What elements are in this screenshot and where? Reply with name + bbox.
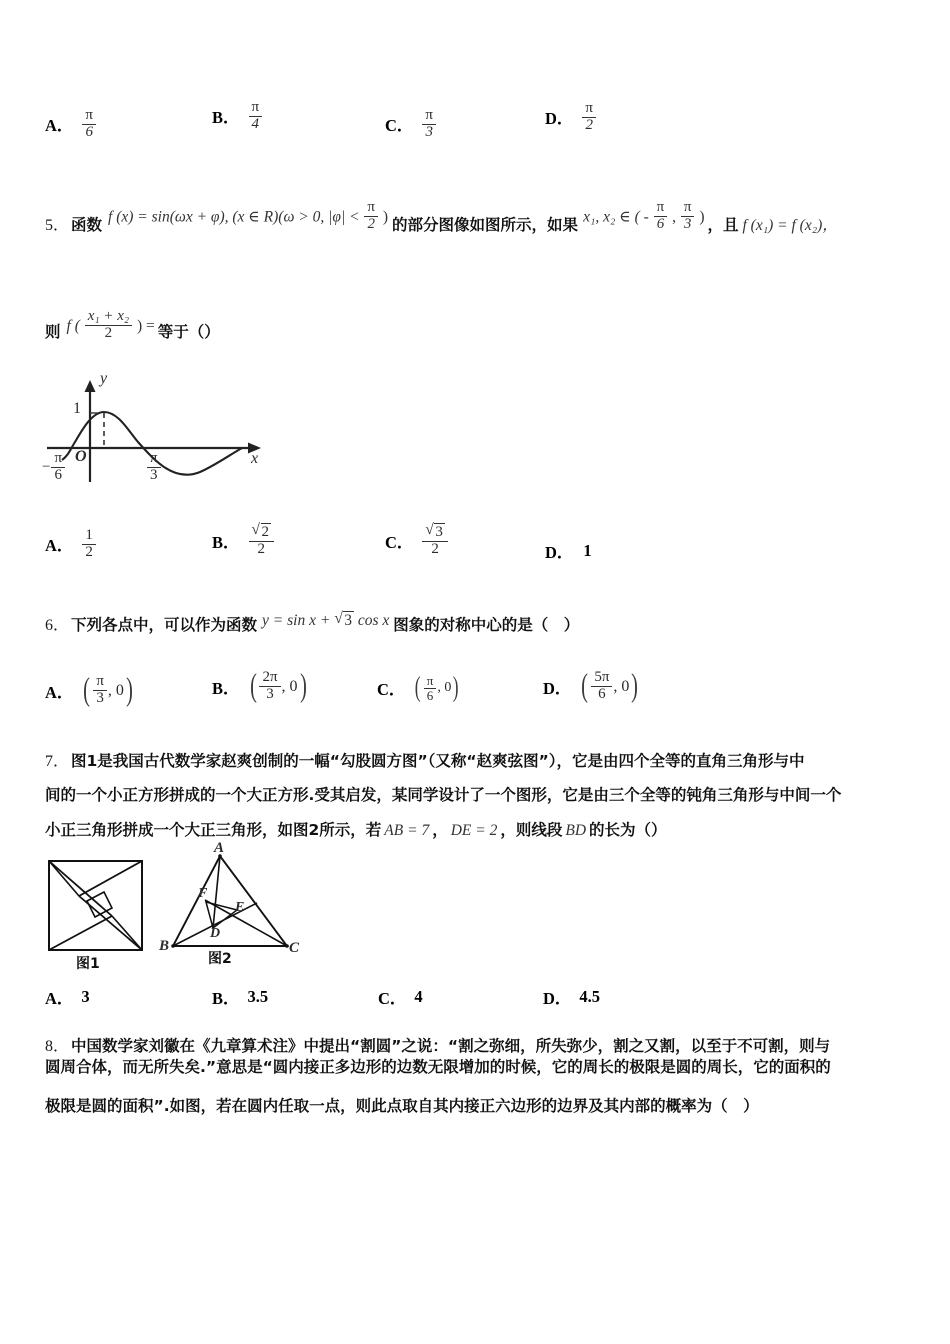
q6-option-c-value: ( $\frac{\pi}{6}$ , 0 ): [415, 672, 459, 703]
q7-line3-tail: 的长为（）: [589, 821, 667, 839]
q8-stem-line2: [45, 1055, 831, 1077]
q7-line3-sep1: ，: [432, 821, 448, 839]
q7-option-b-value: 3.5: [247, 987, 269, 1006]
q5-figure-left-zero-label: − $\frac{\pi}{6}$: [42, 451, 66, 484]
q4-option-a[interactable]: [45, 108, 97, 141]
q6-function-formula: y = sin x + √ 3 cos x: [262, 611, 389, 630]
q7-bd-label: BD: [565, 822, 587, 839]
q4-option-d-value: $\frac{\pi}{2}$: [582, 101, 596, 134]
q7-option-a-letter: A．: [45, 989, 74, 1008]
q5-condition: f (x₁) = f (x₂)，: [742, 216, 838, 234]
q7-option-a[interactable]: [45, 985, 90, 1009]
q5-and-text: ，且: [707, 215, 739, 234]
q7-ab-value: AB = 7: [384, 822, 430, 839]
q4-option-b-letter: B．: [212, 108, 240, 128]
q7-option-d[interactable]: [543, 985, 600, 1009]
q5-function-formula: f (x) = sin(ωx + φ), (x ∈ R)(ω > 0, |φ| < $\frac{\pi}{2}$ ): [108, 199, 389, 232]
q4-option-a-value: $\frac{\pi}{6}$: [82, 108, 96, 141]
q5-figure-origin-label: O: [75, 448, 87, 465]
q5-option-c-letter: C．: [385, 532, 414, 552]
q7-stem-line2: [45, 783, 841, 805]
q5-stem-line1: [45, 199, 838, 241]
q7-line2-text: 间的一个小正方形拼成的一个大正方形.受其启发，某同学设计了一个图形，它是由三个全等的钝角三角形与中间一个: [45, 786, 842, 804]
q7-figure2-vertex-a: A: [214, 840, 225, 856]
q7-figure2-vertex-f: F: [198, 886, 208, 901]
q7-option-d-letter: D．: [543, 989, 572, 1008]
q7-figure2-caption: 图2: [208, 951, 232, 967]
q5-mid-text: 的部分图像如图所示，如果: [392, 215, 579, 234]
q5-option-c-value: √ $\frac{3}{2}$: [422, 523, 448, 558]
q7-option-c-letter: C．: [378, 989, 407, 1008]
q7-figure1-zhao-shuang: [46, 858, 164, 972]
q7-stem-line3: [45, 818, 667, 840]
q5-equals-text: 等于（）: [157, 322, 220, 341]
q6-option-c[interactable]: [377, 672, 461, 704]
q7-option-d-value: 4.5: [579, 987, 601, 1006]
q5-option-d-value: 1: [583, 541, 592, 560]
q6-option-a[interactable]: [45, 672, 135, 709]
q5-option-b[interactable]: [212, 523, 275, 558]
q8-line2-text: 圆周合体，而无所失矣.”意思是“圆内接正多边形的边数无限增加的时候，它的周长的极限是圆的周长，它的面积的: [45, 1058, 831, 1076]
q6-option-a-value: ( $\frac{\pi}{3}$ , 0 ): [83, 672, 133, 708]
q7-option-b-letter: B．: [212, 989, 240, 1008]
q6-option-c-letter: C．: [377, 680, 406, 699]
q7-option-c[interactable]: [378, 985, 423, 1009]
q6-text-before: 下列各点中，可以作为函数: [71, 616, 258, 634]
q4-option-d-letter: D．: [545, 109, 574, 129]
q7-figure2-vertex-e: E: [235, 900, 245, 915]
q5-number: 5．: [45, 216, 70, 234]
q7-figure2-vertex-d: D: [210, 926, 221, 941]
q6-option-b-value: ( $\frac{2\pi}{3}$ , 0 ): [249, 668, 307, 704]
q5-option-c[interactable]: [385, 523, 449, 558]
q7-option-a-value: 3: [81, 987, 90, 1006]
q4-option-c[interactable]: [385, 108, 437, 141]
q5-figure-right-zero-label: $\frac{\pi}{3}$: [146, 451, 162, 484]
q4-option-a-letter: A．: [45, 116, 74, 136]
q8-line3-text: 极限是圆的面积”.如图，若在圆内任取一点，则此点取自其内接正六边形的边界及其内部的概率为（ ）: [45, 1097, 759, 1115]
q7-number: 7．: [45, 753, 70, 770]
q6-option-a-letter: A．: [45, 682, 74, 702]
q4-option-c-letter: C．: [385, 116, 414, 136]
q5-option-b-value: √ $\frac{2}{2}$: [249, 523, 275, 558]
q6-option-b-letter: B．: [212, 678, 240, 698]
q8-number: 8．: [45, 1038, 70, 1055]
q7-option-c-value: 4: [414, 987, 423, 1006]
q5-option-d-letter: D．: [545, 543, 574, 562]
q6-option-d-letter: D．: [543, 678, 572, 698]
q5-midpoint-expression: f ( $\frac{\text{x₁ + x₂}}{2}$ ) =: [66, 308, 155, 341]
q5-then-text: 则: [45, 322, 61, 341]
q5-figure-y-label: y: [100, 370, 108, 387]
q5-option-d[interactable]: [545, 539, 592, 563]
q7-figure1-caption: 图1: [76, 956, 100, 972]
q4-option-b-value: $\frac{\pi}{4}$: [249, 100, 263, 133]
q7-stem-line1: [45, 748, 805, 771]
q5-lead-text: 函数: [71, 215, 103, 234]
q8-stem-line1: [45, 1033, 830, 1056]
q8-stem-line3: [45, 1094, 759, 1116]
q5-option-a-letter: A．: [45, 536, 74, 556]
q4-option-c-value: $\frac{\pi}{3}$: [422, 108, 436, 141]
q7-line3-sep2: ，则线段: [500, 821, 563, 839]
q5-figure-peak-label: 1: [73, 400, 81, 417]
q6-stem: [45, 612, 579, 635]
q5-interval: x₁, x₂ ∈ ( - $\frac{\pi}{6}$ , $\frac{\pi}{3}$ ): [583, 199, 705, 232]
q5-figure-x-label: x: [251, 450, 259, 467]
q5-stem-line2: [45, 308, 220, 348]
q5-option-b-letter: B．: [212, 532, 240, 552]
q7-figure2-triangle: [159, 840, 315, 967]
q7-de-value: DE = 2: [450, 822, 498, 839]
q4-option-b[interactable]: [212, 100, 263, 133]
q8-line1-text: 中国数学家刘徽在《九章算术注》中提出“割圆”之说：“割之弥细，所失弥少，割之又割，以至于不可割，则与: [71, 1037, 831, 1055]
q7-figure2-vertex-b: B: [159, 938, 170, 954]
q7-figure2-vertex-c: C: [289, 940, 300, 956]
q6-option-b[interactable]: [212, 668, 308, 705]
q5-option-a-value: $\frac{1}{2}$: [82, 528, 96, 561]
q7-line3-text-a: 小正三角形拼成一个大正三角形，如图2所示，若: [45, 821, 382, 839]
q6-option-d[interactable]: [543, 668, 640, 705]
q4-option-d[interactable]: [545, 101, 597, 134]
q7-line1-text: 图1是我国古代数学家赵爽创制的一幅“勾股圆方图”（又称“赵爽弦图”），它是由四个全等的直角三角形与中: [71, 752, 805, 770]
q5-figure-sine-graph: [42, 372, 272, 487]
q5-option-a[interactable]: [45, 528, 97, 561]
q7-option-b[interactable]: [212, 985, 268, 1009]
q6-number: 6．: [45, 617, 70, 634]
q6-option-d-value: ( $\frac{5\pi}{6}$ , 0 ): [581, 668, 639, 704]
q6-text-after: 图象的对称中心的是（ ）: [393, 616, 580, 634]
